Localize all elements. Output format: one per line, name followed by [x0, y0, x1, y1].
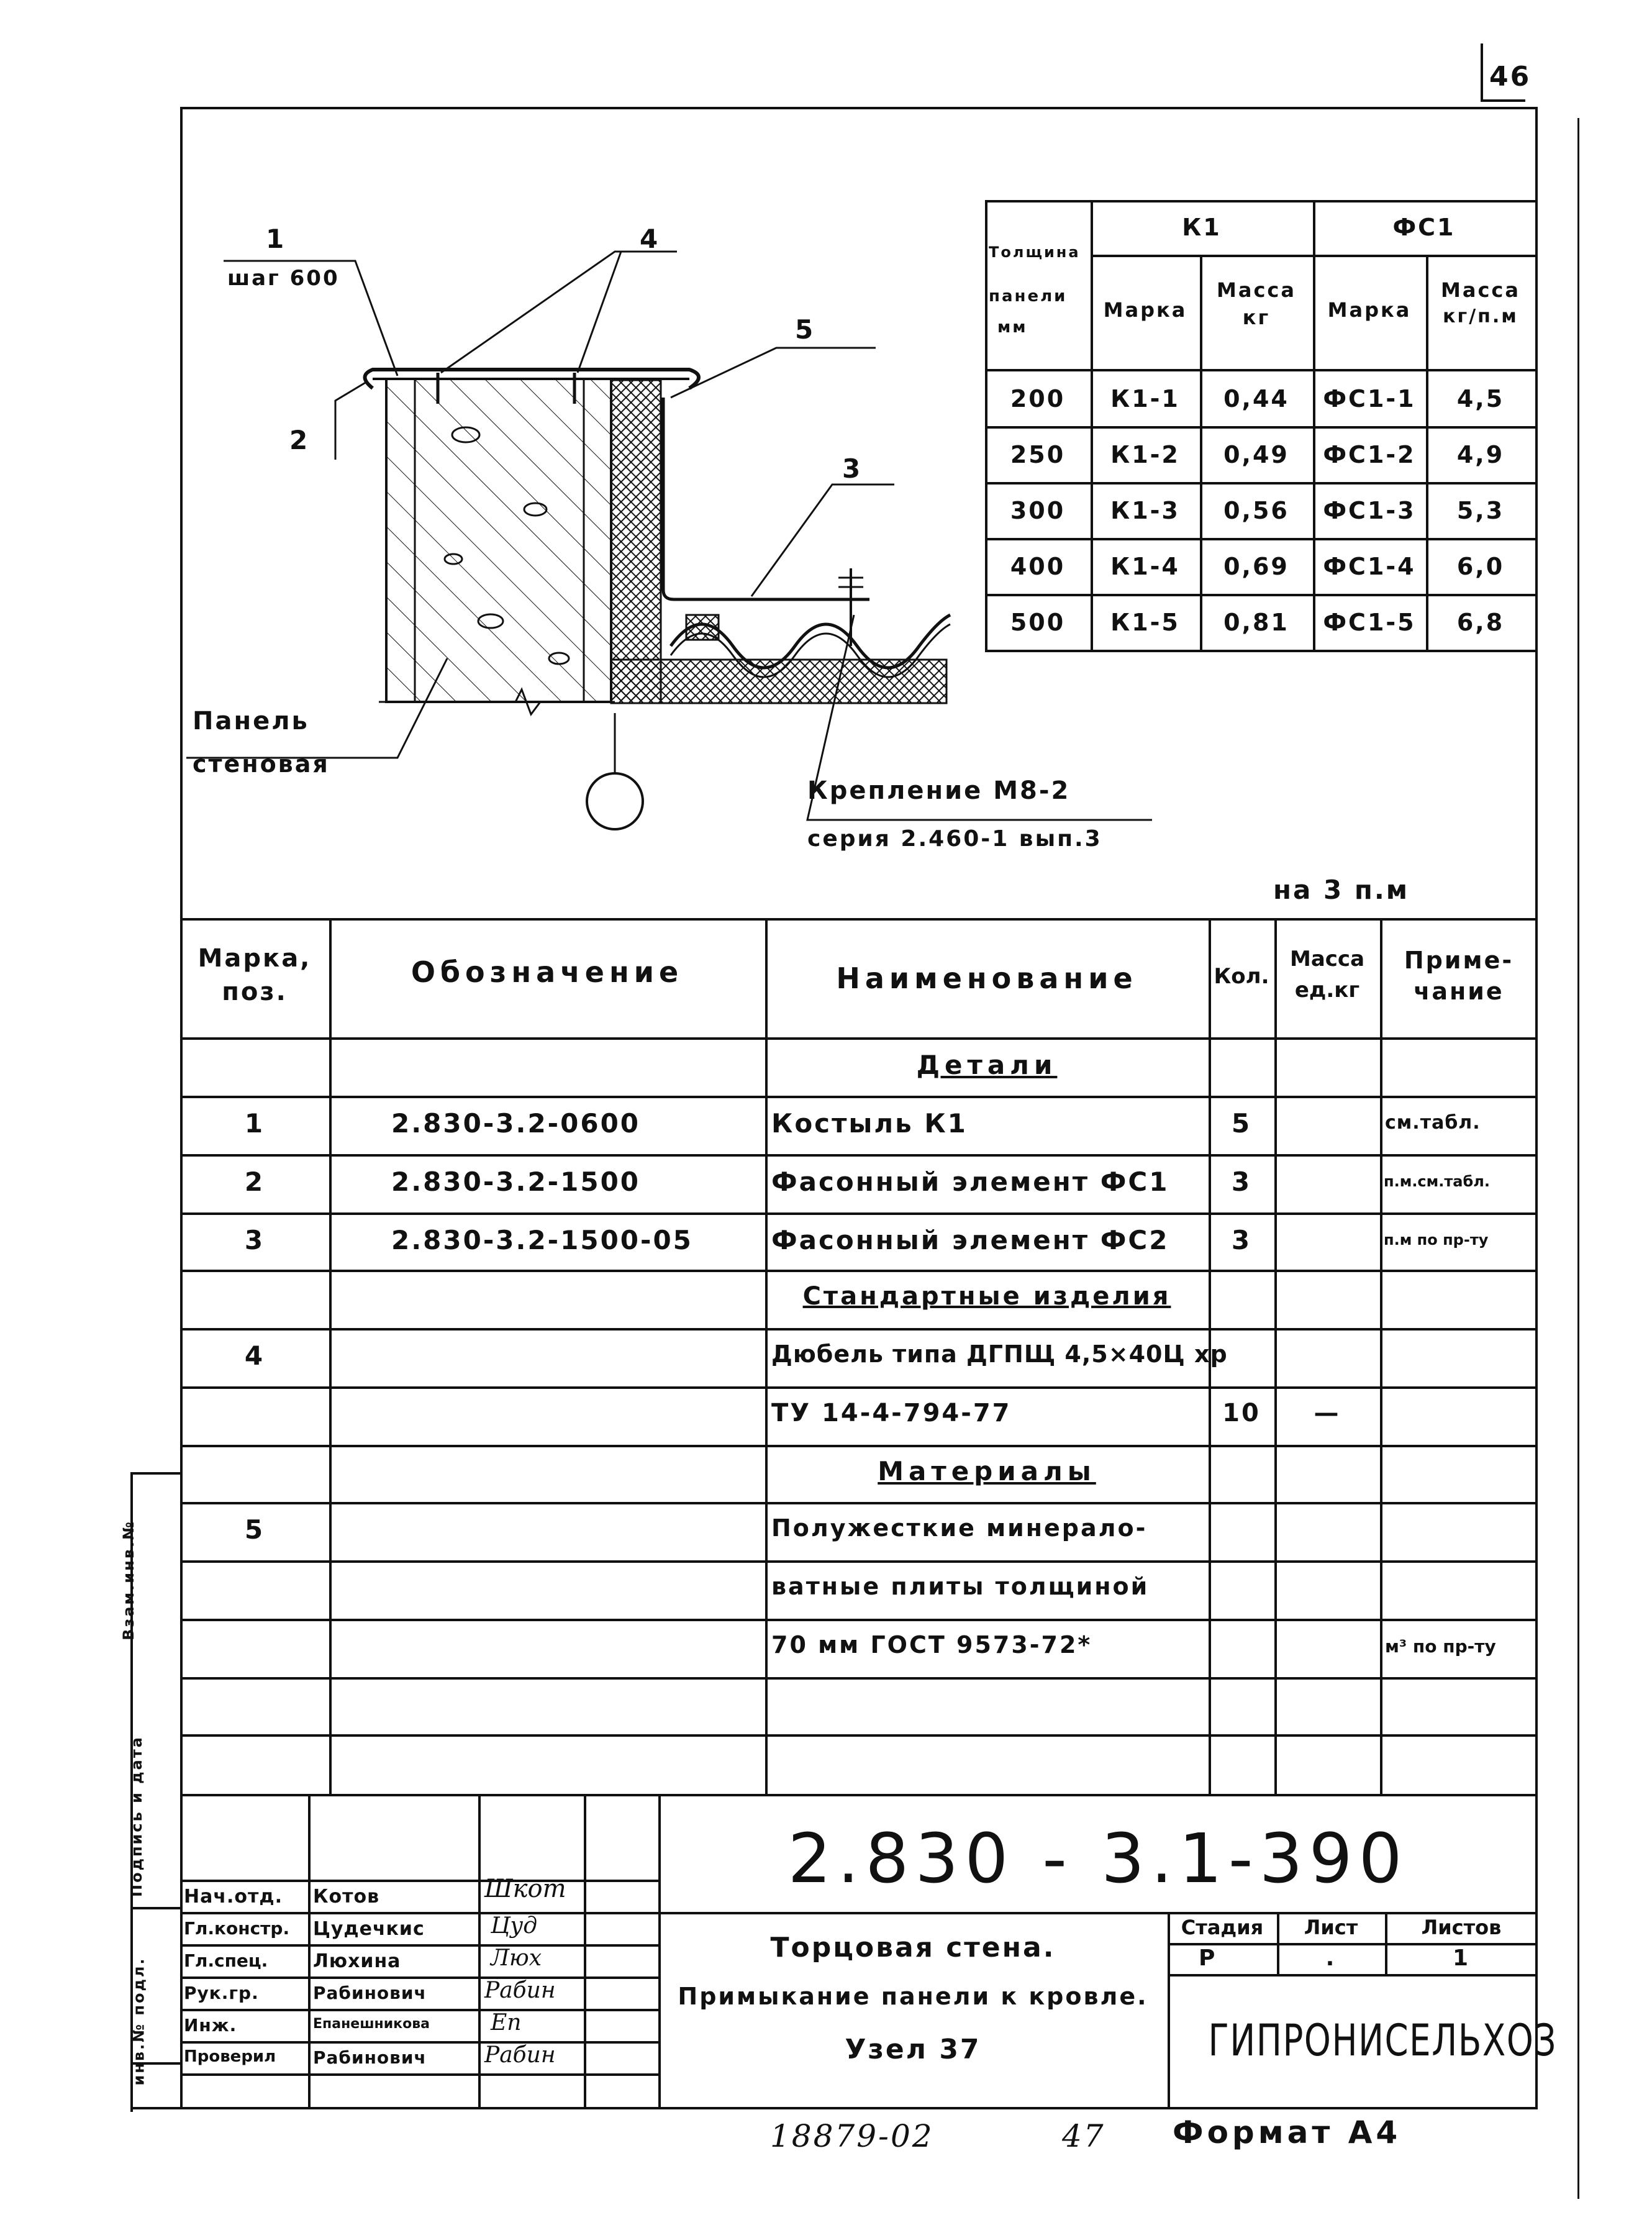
mass-table-cell: 500 — [1010, 609, 1066, 636]
mass-table-cell: К1-2 — [1110, 441, 1180, 468]
mass-table-cell: 250 — [1010, 441, 1066, 468]
mass-table-cell: ФС1-4 — [1323, 553, 1416, 580]
mass-table-header-thickness-3: мм — [997, 318, 1028, 337]
spec-section-details: Детали — [916, 1050, 1058, 1080]
per-length-note: на 3 п.м — [1273, 875, 1410, 905]
role: Инж. — [184, 2015, 237, 2036]
label-step: шаг 600 — [227, 266, 340, 291]
person-name: Рабинович — [313, 2047, 427, 2068]
spec-cell-mark: 5 — [244, 1514, 265, 1545]
spec-cell-designation: 2.830-3.2-0600 — [391, 1108, 641, 1139]
signature: Рабин — [484, 1978, 556, 2003]
signature: Люх — [491, 1945, 542, 1971]
mass-table-cell: 0,44 — [1223, 385, 1289, 412]
signature: Шкот — [484, 1875, 566, 1903]
title-line-2: Примыкание панели к кровле. — [678, 1983, 1148, 2010]
role: Гл.спец. — [184, 1950, 268, 1971]
mass-table-group-k1: К1 — [1182, 214, 1222, 241]
person-name: Котов — [313, 1886, 380, 1908]
mass-table-cell: ФС1-5 — [1323, 609, 1416, 636]
sheet-label: Лист — [1304, 1916, 1358, 1939]
spec-header-note-2: чание — [1414, 978, 1504, 1005]
signature: Рабин — [484, 2042, 556, 2068]
spec-cell-mark: 1 — [244, 1108, 265, 1139]
title-line-3: Узел 37 — [845, 2034, 981, 2065]
margin-label-replace-inv: Взам.инв.№ — [119, 1520, 137, 1640]
mass-table-cell: 6,8 — [1456, 609, 1505, 636]
spec-cell-qty: 3 — [1231, 1225, 1252, 1255]
mass-table-cell: ФС1-3 — [1323, 497, 1416, 524]
spec-cell-name: ТУ 14-4-794-77 — [771, 1399, 1012, 1427]
format-label: Формат А4 — [1173, 2114, 1402, 2150]
doc-number: 2.830 - 3.1-390 — [787, 1819, 1409, 1898]
signature: Цуд — [491, 1913, 538, 1939]
label-fastening-line2: серия 2.460-1 вып.3 — [807, 826, 1102, 852]
sheet-value: . — [1325, 1945, 1337, 1971]
spec-cell-note: см.табл. — [1385, 1112, 1481, 1134]
spec-section-standard: Стандартные изделия — [802, 1282, 1171, 1311]
spec-cell-name: Фасонный элемент ФС2 — [771, 1225, 1169, 1255]
person-name: Люхина — [313, 1950, 401, 1972]
spec-header-mass-1: Масса — [1289, 947, 1365, 971]
label-panel-line1: Панель — [193, 707, 309, 735]
mass-table-col-mass-kg-2: кг — [1242, 306, 1271, 329]
stage-value: Р — [1199, 1945, 1217, 1971]
spec-cell-note: п.м.см.табл. — [1384, 1173, 1490, 1190]
label-pos-4: 4 — [640, 224, 660, 254]
mass-table-cell: К1-5 — [1110, 609, 1180, 636]
mass-table-col-mass-kgpm-1: Масса — [1441, 278, 1520, 302]
spec-cell-note: п.м по пр-ту — [1384, 1231, 1489, 1249]
mass-table-cell: 0,56 — [1223, 497, 1289, 524]
spec-header-designation: Обозначение — [411, 955, 684, 989]
spec-header-note-1: Приме- — [1404, 947, 1514, 974]
spec-header-mark-2: поз. — [222, 978, 288, 1006]
margin-label-signature-date: Подпись и дата — [127, 1735, 145, 1897]
mass-table-col-mark-k: Марка — [1103, 298, 1187, 322]
mass-table-col-mass-kgpm-2: кг/п.м — [1443, 306, 1518, 327]
spec-table — [180, 918, 1538, 1781]
spec-cell-qty: 5 — [1231, 1108, 1252, 1139]
mass-table-header-thickness-2: панели — [989, 287, 1068, 306]
spec-cell-designation: 2.830-3.2-1500-05 — [391, 1225, 693, 1255]
copy-number: 47 — [1062, 2118, 1105, 2154]
margin-label-inv-original: инв.№ подл. — [130, 1957, 148, 2086]
mass-table-cell: ФС1-2 — [1323, 441, 1416, 468]
spec-cell-name: ватные плиты толщиной — [771, 1573, 1150, 1600]
title-block — [180, 1794, 1557, 2109]
mass-table-header-thickness-1: Толщина — [989, 243, 1081, 261]
label-pos-1: 1 — [266, 224, 286, 254]
signature: Еп — [491, 2010, 522, 2036]
mass-table-cell: К1-4 — [1110, 553, 1180, 580]
person-name: Цудечкис — [313, 1918, 425, 1940]
person-name: Рабинович — [313, 1983, 427, 2003]
label-pos-5: 5 — [795, 314, 815, 345]
spec-cell-qty: 10 — [1222, 1399, 1261, 1427]
spec-cell-name: Костыль К1 — [771, 1108, 968, 1139]
spec-cell-mark: 4 — [244, 1340, 265, 1371]
mass-table — [985, 200, 1535, 667]
mass-table-cell: 0,69 — [1223, 553, 1289, 580]
organization: ГИПРОНИСЕЛЬХОЗ — [1208, 2015, 1557, 2066]
sheets-value: 1 — [1452, 1945, 1471, 1971]
mass-table-cell: 0,49 — [1223, 441, 1289, 468]
person-name: Епанешникова — [313, 2016, 430, 2032]
mass-table-cell: 4,9 — [1456, 441, 1505, 468]
spec-header-qty: Кол. — [1214, 964, 1269, 989]
label-panel-line2: стеновая — [193, 750, 330, 778]
role: Гл.констр. — [184, 1918, 290, 1939]
spec-cell-name: 70 мм ГОСТ 9573-72* — [771, 1631, 1092, 1658]
left-margin-stamp — [106, 1472, 183, 2112]
mass-table-cell: 0,81 — [1223, 609, 1289, 636]
mass-table-cell: 6,0 — [1456, 553, 1505, 580]
mass-table-group-fs1: ФС1 — [1392, 214, 1456, 241]
mass-table-cell: 4,5 — [1456, 385, 1505, 412]
spec-cell-name: Дюбель типа ДГПЩ 4,5×40Ц хр — [771, 1340, 1228, 1368]
spec-section-materials: Материалы — [878, 1456, 1096, 1486]
spec-cell-name: Полужесткие минерало- — [771, 1514, 1148, 1542]
label-pos-3: 3 — [842, 453, 863, 484]
spec-cell-designation: 2.830-3.2-1500 — [391, 1167, 641, 1197]
mass-table-cell: ФС1-1 — [1323, 385, 1416, 412]
spec-cell-qty: 3 — [1231, 1167, 1252, 1197]
spec-cell-note: м³ по пр-ту — [1385, 1636, 1496, 1657]
spec-cell-mass: — — [1314, 1399, 1341, 1427]
role: Нач.отд. — [184, 1886, 283, 1908]
mass-table-cell: 300 — [1010, 497, 1066, 524]
spec-cell-mark: 3 — [244, 1225, 265, 1255]
mass-table-cell: К1-1 — [1110, 385, 1180, 412]
mass-table-col-mass-kg-1: Масса — [1217, 278, 1296, 302]
label-fastening-line1: Крепление М8-2 — [807, 776, 1071, 805]
title-line-1: Торцовая стена. — [770, 1932, 1056, 1963]
mass-table-cell: К1-3 — [1110, 497, 1180, 524]
spec-header-mass-2: ед.кг — [1294, 978, 1360, 1003]
page-number: 46 — [1489, 61, 1532, 93]
mass-table-cell: 200 — [1010, 385, 1066, 412]
stage-label: Стадия — [1181, 1916, 1264, 1939]
mass-table-cell: 5,3 — [1456, 497, 1505, 524]
mass-table-col-mark-f: Марка — [1327, 298, 1412, 322]
spec-header-mark-1: Марка, — [197, 944, 312, 973]
spec-cell-mark: 2 — [244, 1167, 265, 1197]
role: Проверил — [184, 2047, 276, 2066]
label-pos-2: 2 — [289, 425, 310, 455]
role: Рук.гр. — [184, 1983, 259, 2003]
archive-number: 18879-02 — [770, 2118, 934, 2154]
spec-header-name: Наименование — [836, 962, 1138, 995]
spec-cell-name: Фасонный элемент ФС1 — [771, 1167, 1169, 1197]
sheets-label: Листов — [1421, 1916, 1502, 1939]
mass-table-cell: 400 — [1010, 553, 1066, 580]
